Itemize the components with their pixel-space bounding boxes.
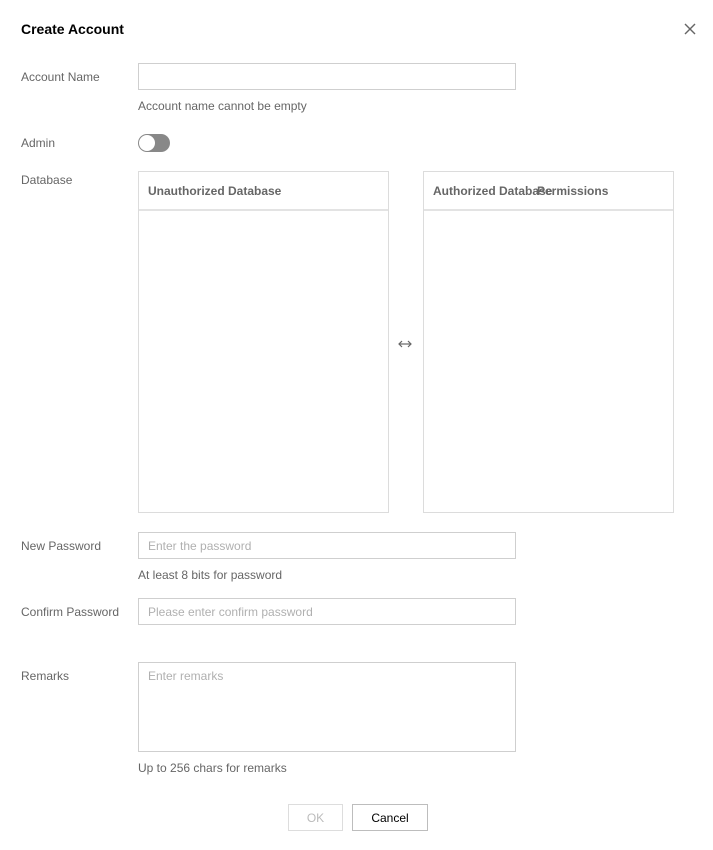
left-right-arrow-icon	[397, 338, 413, 350]
remarks-hint: Up to 256 chars for remarks	[138, 761, 287, 775]
ok-button[interactable]: OK	[288, 804, 343, 831]
new-password-hint: At least 8 bits for password	[138, 568, 283, 582]
remarks-textarea[interactable]	[138, 662, 516, 752]
account-name-input[interactable]	[138, 63, 516, 90]
unauthorized-database-list[interactable]	[139, 211, 388, 511]
unauthorized-database-panel	[138, 171, 389, 513]
toggle-knob	[139, 135, 155, 151]
account-name-hint: Account name cannot be empty	[138, 99, 307, 113]
cancel-button[interactable]: Cancel	[352, 804, 428, 831]
new-password-input[interactable]	[138, 532, 516, 559]
confirm-password-label: Confirm Password	[21, 605, 120, 619]
close-icon[interactable]	[682, 21, 698, 37]
authorized-database-header: Authorized Database	[433, 184, 553, 198]
admin-toggle[interactable]	[138, 134, 170, 152]
confirm-password-input[interactable]	[138, 598, 516, 625]
authorized-database-list[interactable]	[424, 211, 673, 511]
authorized-database-header-row	[424, 172, 673, 211]
account-name-label: Account Name	[21, 70, 100, 84]
new-password-label: New Password	[21, 539, 102, 553]
unauthorized-database-header: Unauthorized Database	[139, 172, 388, 211]
admin-label: Admin	[21, 136, 56, 150]
database-label: Database	[21, 173, 73, 187]
remarks-label: Remarks	[21, 669, 70, 683]
permissions-header: Permissions	[537, 184, 609, 198]
dialog-title: Create Account	[21, 21, 124, 37]
authorized-database-panel	[423, 171, 674, 513]
